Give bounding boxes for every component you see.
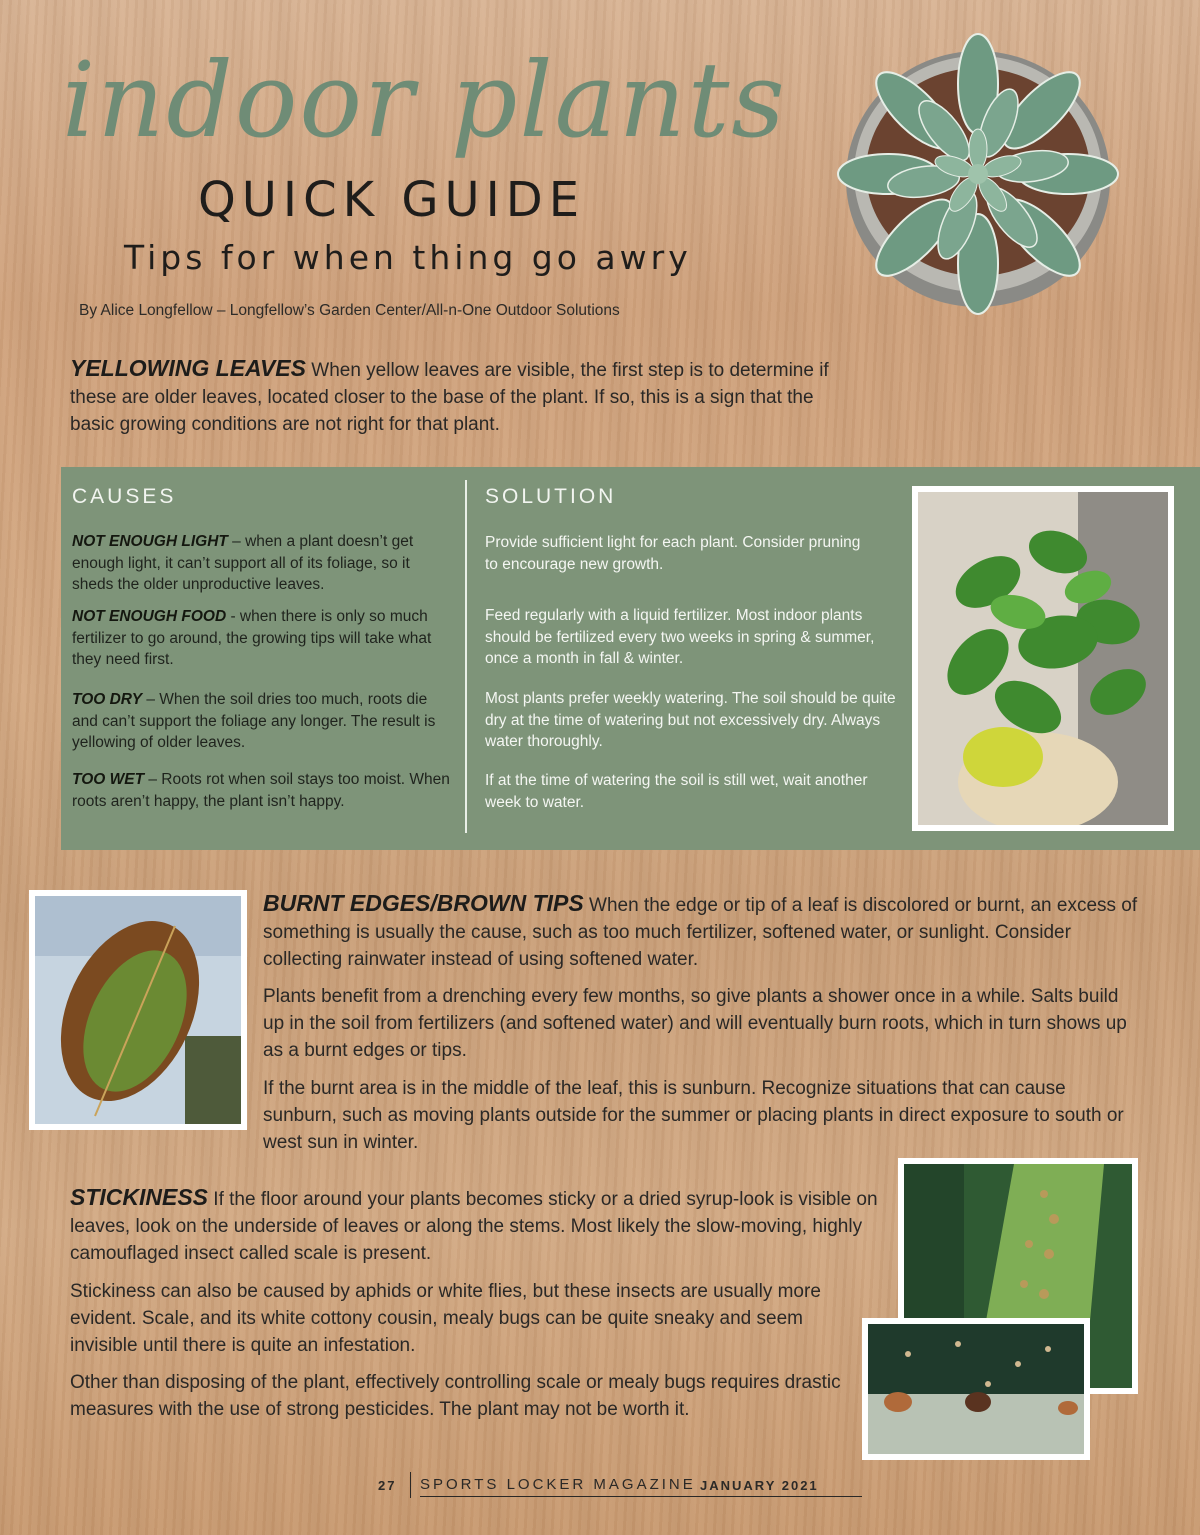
mealy-bug-photo [862,1318,1090,1460]
cause-row [72,531,448,596]
byline: By Alice Longfellow – Longfellow’s Garden Center/All-n-One Outdoor Solutions [79,302,620,319]
succulent-photo [828,24,1128,324]
solution-text: If at the time of watering the soil is still wet, wait another week to water. [485,772,868,811]
cause-text: – Roots rot when soil stays too moist. When roots aren’t happy, the plant isn’t happy. [72,771,450,810]
solution-text: Feed regularly with a liquid fertilizer. Most indoor plants should be fertilized every two weeks in spring & summer, once a month in fall & winter. [485,607,875,667]
cause-label: TOO WET [72,771,145,788]
solution-text: Provide sufficient light for each plant. Consider pruning to encourage new growth. [485,534,861,573]
stickiness-heading: STICKINESS [70,1184,209,1210]
pothos-photo [912,486,1174,831]
burnt-edges-text: When the edge or tip of a leaf is discolored or burnt, an excess of something is usually the cause, such as too much fertilizer, softened water, or sunlight. Consider collecting rainwater instead of using softened water. [263,895,1138,970]
page-title: QUICK GUIDE [198,172,586,228]
yellowing-leaves-heading: YELLOWING LEAVES [70,355,306,381]
solution-heading: SOLUTION [485,485,617,508]
causes-heading: CAUSES [72,485,177,508]
page-subtitle: Tips for when thing go awry [124,238,692,277]
magazine-name: SPORTS LOCKER MAGAZINE [420,1476,696,1493]
burnt-leaf-photo [29,890,247,1130]
cause-label: NOT ENOUGH LIGHT [72,533,228,550]
solution-text: Most plants prefer weekly watering. The soil should be quite dry at the time of watering but not excessively dry. Always water thoroughly. [485,690,896,750]
stickiness-paragraph [70,1184,880,1267]
burnt-edges-paragraph-2: Plants benefit from a drenching every few months, so give plants a shower once in a while. Salts build up in the soil from fertilizers (and softened water) and will eventually burn roots, which in turn shows up as a burnt edges or tips. [263,986,1127,1061]
stickiness-paragraph-3: Other than disposing of the plant, effectively controlling scale or mealy bugs requires drastic measures with the use of strong pesticides. The plant may not be worth it. [70,1372,841,1420]
cause-row [72,606,448,671]
burnt-edges-paragraph-3: If the burnt area is in the middle of the leaf, this is sunburn. Recognize situations that can cause sunburn, such as moving plants outside for the summer or placing plants in direct exposure to south or west sun in winter. [263,1078,1124,1153]
stickiness-text: If the floor around your plants becomes sticky or a dried syrup-look is visible on leaves, look on the underside of leaves or along the stems. Most likely the slow-moving, highly camouflaged insect called scale is present. [70,1189,878,1264]
cause-text: – when a plant doesn’t get enough light, it can’t support all of its foliage, so it sheds the older unproductive leaves. [72,533,414,593]
page-number: 27 [378,1478,397,1493]
cause-label: TOO DRY [72,691,143,708]
burnt-edges-heading: BURNT EDGES/BROWN TIPS [263,890,584,916]
script-title: indoor plants [62,39,787,161]
footer-divider [410,1472,411,1498]
yellowing-leaves-text: When yellow leaves are visible, the first step is to determine if these are older leaves, located closer to the base of the plant. If so, this is a sign that the basic growing conditions are not right for that plant. [70,360,829,435]
issue-date: JANUARY 2021 [700,1478,819,1493]
stickiness-paragraph-2: Stickiness can also be caused by aphids or white flies, but these insects are usually more evident. Scale, and its white cottony cousin, mealy bugs can be quite sneaky and seem invisible until there is quite an infestation. [70,1281,821,1356]
yellowing-leaves-paragraph [70,355,830,438]
cause-text: - when there is only so much fertilizer to go around, the growing tips will take what they need first. [72,608,432,668]
cause-row [72,769,452,812]
footer-rule [420,1496,862,1497]
cause-label: NOT ENOUGH FOOD [72,608,227,625]
burnt-edges-paragraph [263,890,1143,973]
cause-row [72,689,448,754]
cause-text: – When the soil dries too much, roots die and can’t support the foliage any longer. The result is yellowing of older leaves. [72,691,436,751]
panel-divider [465,480,467,833]
